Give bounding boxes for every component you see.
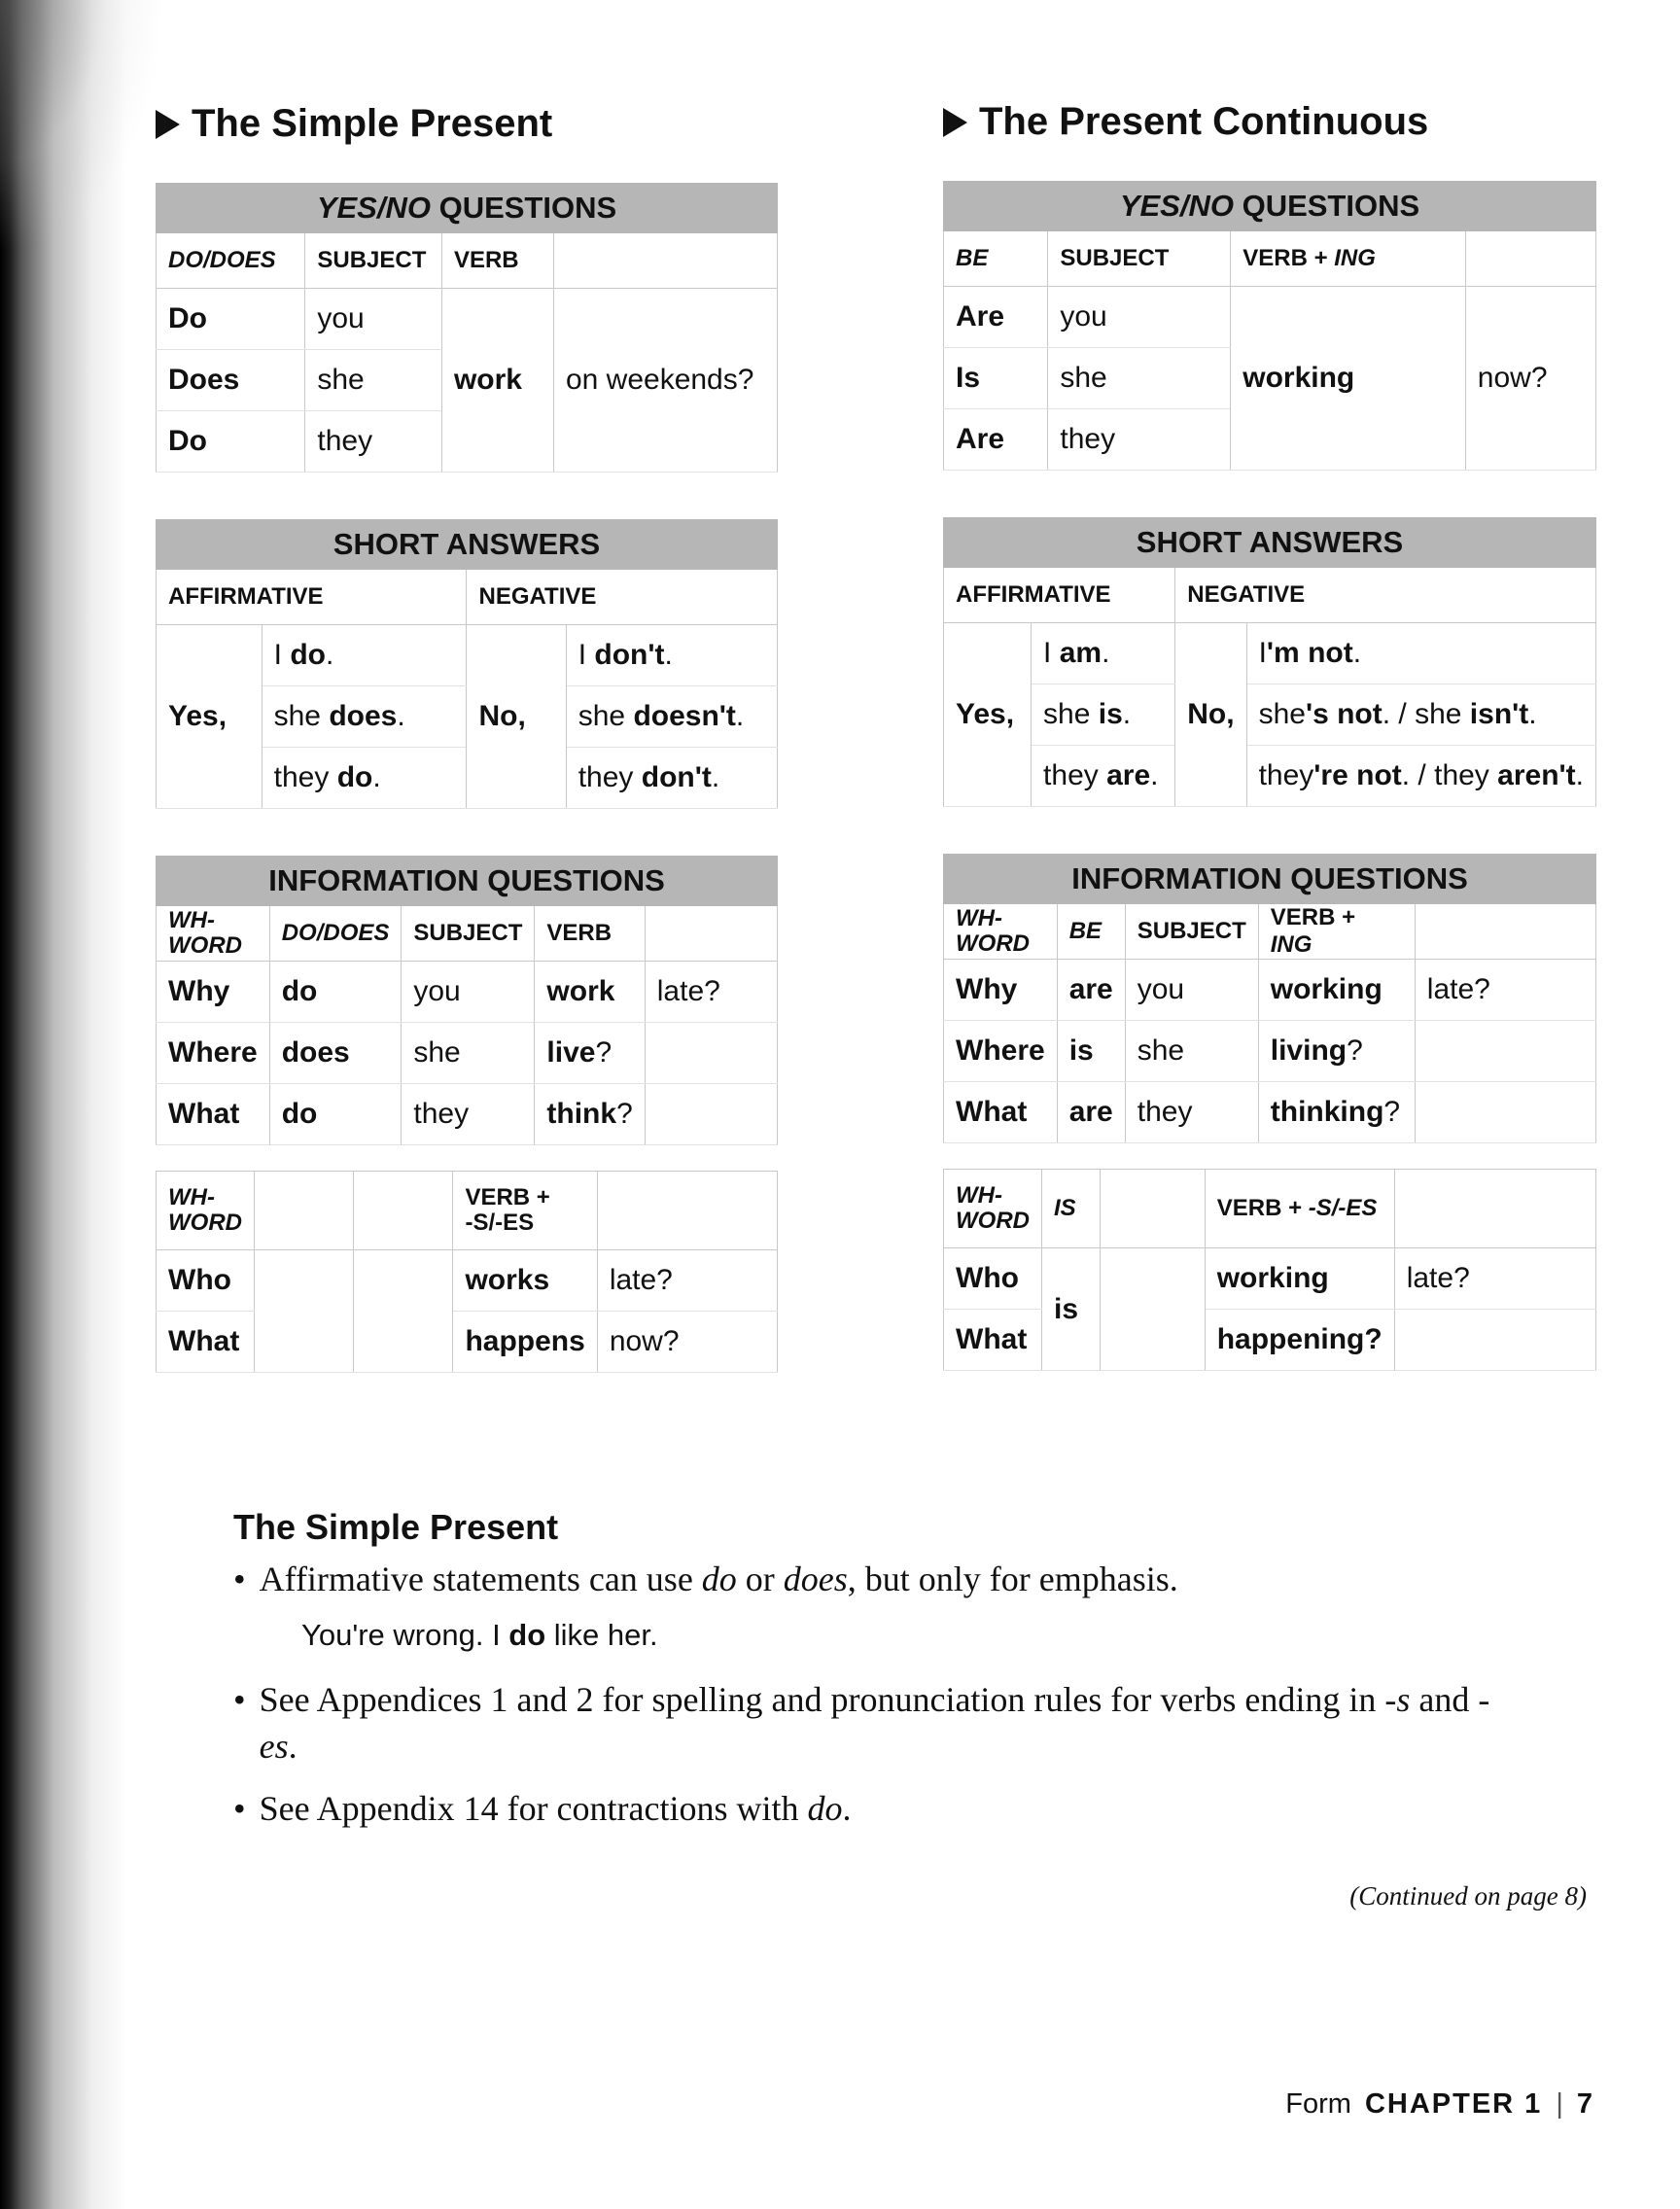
column-header: WH- WORD xyxy=(157,906,270,962)
table-cell-rest: now? xyxy=(1465,287,1595,471)
table-cell: Who xyxy=(157,1250,255,1312)
column-header: BE xyxy=(1057,904,1125,960)
table-cell: work xyxy=(535,962,645,1023)
table-cell: they're not. / they aren't. xyxy=(1246,746,1595,807)
column-header xyxy=(1394,1170,1595,1248)
column-header: SUBJECT xyxy=(1048,231,1231,287)
table-cell xyxy=(645,1084,777,1145)
present-continuous-information-table xyxy=(943,854,1596,1143)
table-cell xyxy=(1394,1310,1595,1371)
column-header: VERB + ING xyxy=(1258,904,1415,960)
table-cell-yes: Yes, xyxy=(944,623,1032,807)
simple-present-short-answers-table xyxy=(156,519,778,809)
simple-present-information-table xyxy=(156,856,778,1145)
table-cell: Do xyxy=(157,289,305,350)
column-header: DO/DOES xyxy=(157,233,305,289)
column-header xyxy=(354,1172,453,1250)
table-cell: does xyxy=(269,1023,402,1084)
footer-chapter: CHAPTER 1 xyxy=(1364,2088,1543,2120)
binding-shadow-corner xyxy=(0,0,165,253)
column-header: NEGATIVE xyxy=(1175,568,1596,623)
continued-note: (Continued on page 8) xyxy=(1349,1881,1587,1911)
table-cell: thinking? xyxy=(1258,1082,1415,1143)
table-cell: I am. xyxy=(1032,623,1175,684)
table-cell: do xyxy=(269,962,402,1023)
table-header: YES/NO QUESTIONS xyxy=(157,184,778,233)
column-header xyxy=(1415,904,1595,960)
table-cell: she xyxy=(305,350,442,411)
simple-present-yesno-table xyxy=(156,183,778,473)
table-cell: are xyxy=(1057,960,1125,1021)
table-cell xyxy=(254,1250,353,1373)
table-cell xyxy=(1101,1248,1205,1371)
column-header xyxy=(645,906,777,962)
column-header xyxy=(254,1172,353,1250)
column-header: VERB xyxy=(441,233,553,289)
column-header xyxy=(597,1172,777,1250)
table-cell: do xyxy=(269,1084,402,1145)
present-continuous-yesno-table xyxy=(943,181,1596,471)
table-cell: working xyxy=(1258,960,1415,1021)
page-number: 7 xyxy=(1576,2088,1592,2120)
table-cell: they are. xyxy=(1032,746,1175,807)
column-header: SUBJECT xyxy=(1125,904,1258,960)
table-cell: Why xyxy=(944,960,1058,1021)
column-header xyxy=(1465,231,1595,287)
present-continuous-short-answers-table xyxy=(943,517,1596,807)
table-cell: they xyxy=(305,411,442,473)
page-footer xyxy=(1285,2088,1592,2121)
table-cell xyxy=(1415,1082,1595,1143)
triangle-bullet-icon xyxy=(156,110,180,139)
column-header: VERB + ING xyxy=(1231,231,1466,287)
table-header: INFORMATION QUESTIONS xyxy=(944,855,1596,904)
table-cell: is xyxy=(1057,1021,1125,1082)
table-cell: she does. xyxy=(262,686,467,748)
list-item: • See Appendix 14 for contractions with do. xyxy=(233,1785,1497,1832)
bullet-icon: • xyxy=(233,1789,246,1828)
present-continuous-column xyxy=(943,100,1596,1418)
table-cell: they xyxy=(402,1084,535,1145)
table-cell: she is. xyxy=(1032,684,1175,746)
table-cell: they xyxy=(1048,409,1231,471)
table-cell: she xyxy=(402,1023,535,1084)
table-cell: Where xyxy=(157,1023,270,1084)
table-cell: late? xyxy=(1415,960,1595,1021)
table-cell: Who xyxy=(944,1248,1042,1310)
table-header: INFORMATION QUESTIONS xyxy=(157,857,778,906)
table-cell: she doesn't. xyxy=(566,686,777,748)
column-header: WH- WORD xyxy=(157,1172,255,1250)
column-header xyxy=(1101,1170,1205,1248)
binding-shadow xyxy=(0,0,126,2209)
bullet-icon: • xyxy=(233,1560,246,1598)
section-title-simple-present: The Simple Present xyxy=(156,102,778,146)
present-continuous-wh-subject-table xyxy=(943,1169,1596,1371)
table-cell: works xyxy=(453,1250,597,1312)
table-cell: late? xyxy=(645,962,777,1023)
table-cell-be: is xyxy=(1041,1248,1100,1371)
list-item: • Affirmative statements can use do or does, but only for emphasis. xyxy=(233,1556,1497,1602)
table-cell: What xyxy=(944,1082,1058,1143)
table-cell-yes: Yes, xyxy=(157,625,262,809)
table-cell: Where xyxy=(944,1021,1058,1082)
column-header: VERB xyxy=(535,906,645,962)
table-cell: are xyxy=(1057,1082,1125,1143)
table-cell: live? xyxy=(535,1023,645,1084)
column-header: NEGATIVE xyxy=(467,570,778,625)
table-cell: working xyxy=(1205,1248,1394,1310)
table-cell: they don't. xyxy=(566,748,777,809)
footer-separator: | xyxy=(1556,2088,1563,2120)
table-cell: you xyxy=(305,289,442,350)
table-cell: she xyxy=(1125,1021,1258,1082)
table-cell: I'm not. xyxy=(1246,623,1595,684)
column-header: IS xyxy=(1041,1170,1100,1248)
bullet-icon: • xyxy=(233,1680,246,1719)
table-cell: you xyxy=(1048,287,1231,348)
table-cell: you xyxy=(1125,960,1258,1021)
table-cell: they do. xyxy=(262,748,467,809)
column-header: AFFIRMATIVE xyxy=(944,568,1175,623)
column-header: DO/DOES xyxy=(269,906,402,962)
table-cell: Is xyxy=(944,348,1048,409)
table-cell: I don't. xyxy=(566,625,777,686)
table-cell: think? xyxy=(535,1084,645,1145)
notes-title: The Simple Present xyxy=(233,1507,559,1547)
table-cell: late? xyxy=(1394,1248,1595,1310)
table-cell: you xyxy=(402,962,535,1023)
column-header: WH- WORD xyxy=(944,904,1058,960)
table-cell: I do. xyxy=(262,625,467,686)
table-cell: Why xyxy=(157,962,270,1023)
table-cell xyxy=(1415,1021,1595,1082)
table-cell: now? xyxy=(597,1312,777,1373)
table-cell-no: No, xyxy=(1175,623,1246,807)
example-sentence: You're wrong. I do like her. xyxy=(301,1618,658,1652)
column-header xyxy=(553,233,777,289)
column-header: SUBJECT xyxy=(402,906,535,962)
table-cell-no: No, xyxy=(467,625,566,809)
notes-list-continued xyxy=(233,1676,1497,1832)
table-cell-rest: on weekends? xyxy=(553,289,777,473)
table-cell: Are xyxy=(944,409,1048,471)
simple-present-wh-subject-table xyxy=(156,1171,778,1373)
notes-list xyxy=(233,1556,1497,1602)
table-header: YES/NO QUESTIONS xyxy=(944,182,1596,231)
column-header: AFFIRMATIVE xyxy=(157,570,467,625)
table-cell: What xyxy=(157,1084,270,1145)
table-cell: Does xyxy=(157,350,305,411)
column-header: SUBJECT xyxy=(305,233,442,289)
list-item: • See Appendices 1 and 2 for spelling and pronunciation rules for verbs ending in -s and -es. xyxy=(233,1676,1497,1770)
footer-form: Form xyxy=(1285,2088,1351,2120)
table-cell: Are xyxy=(944,287,1048,348)
table-cell: What xyxy=(157,1312,255,1373)
table-cell: Do xyxy=(157,411,305,473)
column-header: VERB + -S/-ES xyxy=(1205,1170,1394,1248)
table-cell: happening? xyxy=(1205,1310,1394,1371)
column-header: BE xyxy=(944,231,1048,287)
table-cell: living? xyxy=(1258,1021,1415,1082)
table-cell: she's not. / she isn't. xyxy=(1246,684,1595,746)
table-cell: they xyxy=(1125,1082,1258,1143)
triangle-bullet-icon xyxy=(943,108,967,137)
table-cell: she xyxy=(1048,348,1231,409)
table-cell-verb: work xyxy=(441,289,553,473)
table-cell-verb: working xyxy=(1231,287,1466,471)
table-cell: happens xyxy=(453,1312,597,1373)
column-header: VERB + -S/-ES xyxy=(453,1172,597,1250)
simple-present-column xyxy=(156,102,778,1420)
table-cell xyxy=(645,1023,777,1084)
table-cell xyxy=(354,1250,453,1373)
notes-section xyxy=(233,1507,1497,1847)
table-cell: What xyxy=(944,1310,1042,1371)
table-header: SHORT ANSWERS xyxy=(944,518,1596,568)
section-title-present-continuous: The Present Continuous xyxy=(943,100,1596,144)
table-header: SHORT ANSWERS xyxy=(157,520,778,570)
column-header: WH- WORD xyxy=(944,1170,1042,1248)
table-cell: late? xyxy=(597,1250,777,1312)
